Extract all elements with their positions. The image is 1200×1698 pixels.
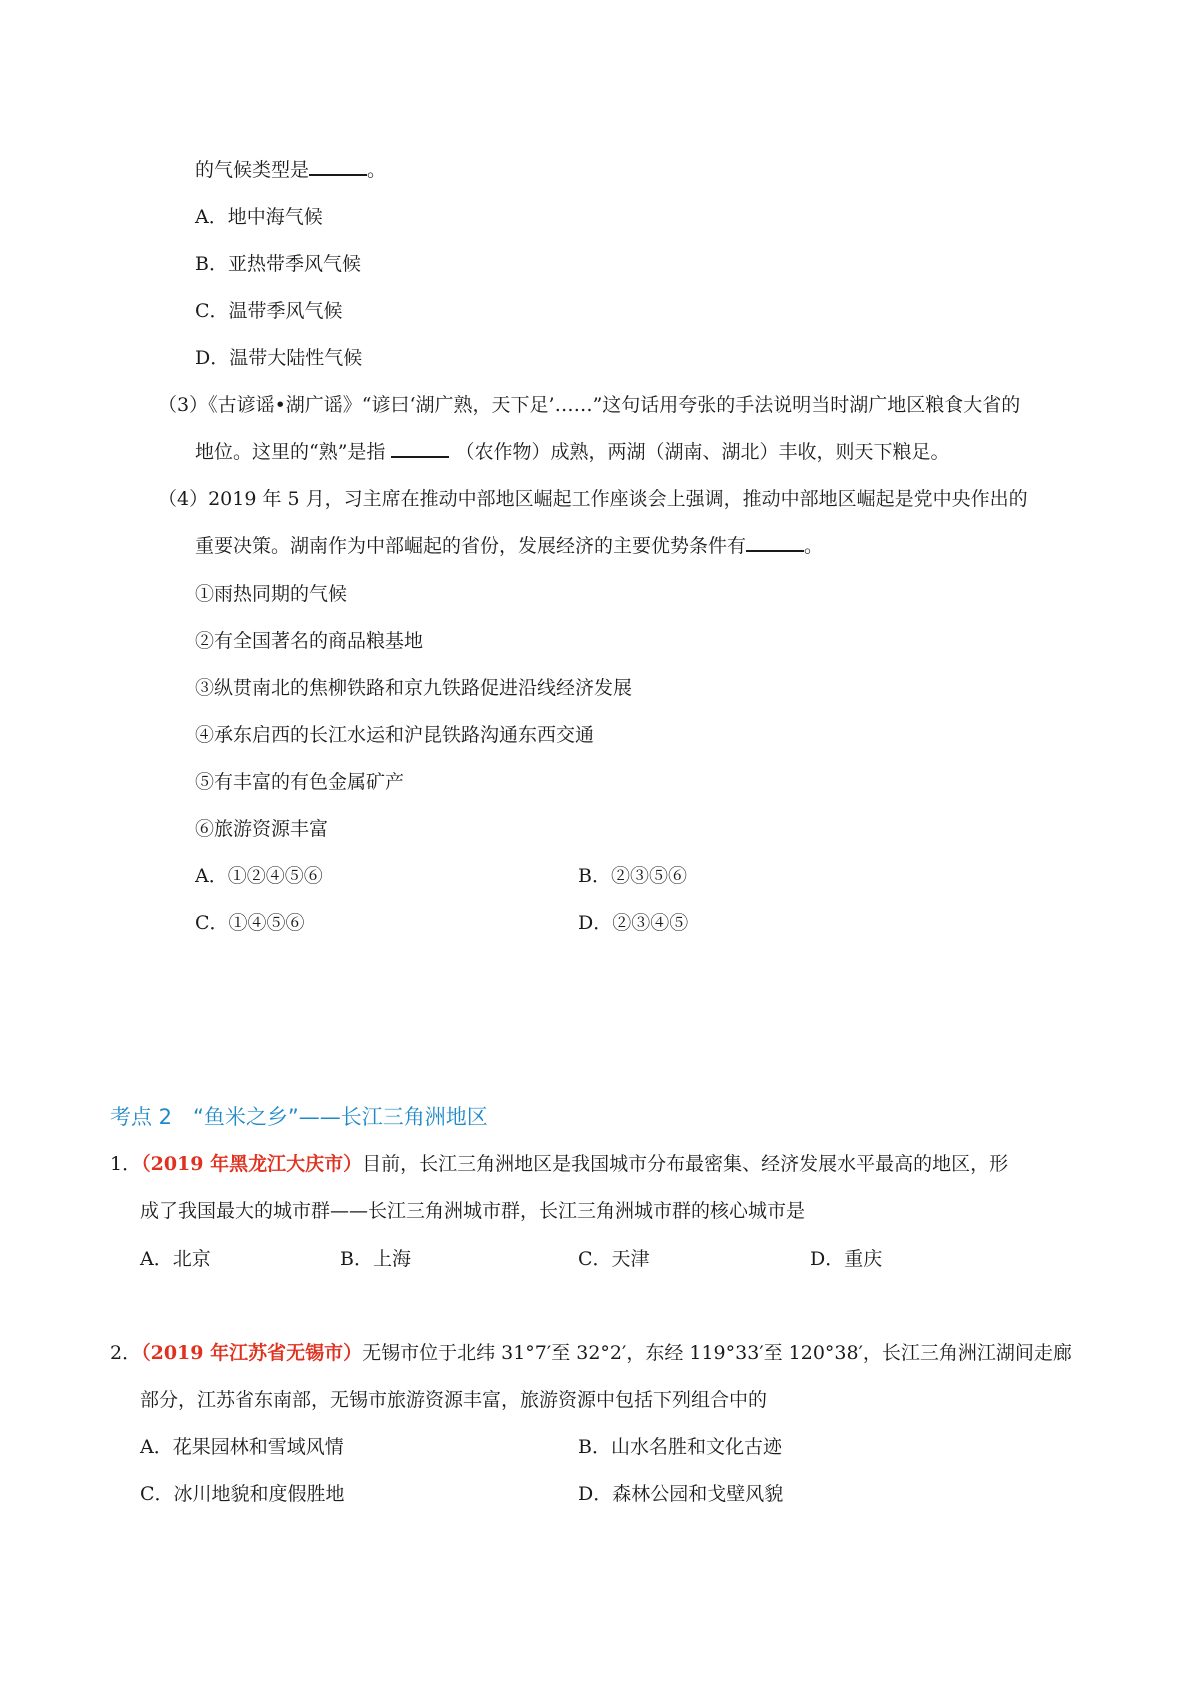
answer-blank bbox=[391, 438, 449, 458]
section-title: 考点 2 “鱼米之乡”——长江三角洲地区 bbox=[110, 1105, 488, 1129]
q2-option-b: B．山水名胜和文化古迹 bbox=[578, 1436, 782, 1458]
part2-option-b: B．亚热带季风气候 bbox=[195, 253, 361, 275]
part4-item-2: ②有全国著名的商品粮基地 bbox=[195, 630, 424, 652]
q2-option-c: C．冰川地貌和度假胜地 bbox=[140, 1483, 345, 1505]
part3-line2-text: 地位。这里的“熟”是指 bbox=[195, 441, 386, 463]
q2-option-d: D．森林公园和戈壁风貌 bbox=[578, 1483, 784, 1505]
q2-option-a: A．花果园林和雪域风情 bbox=[140, 1436, 344, 1458]
q2-text: 无锡市位于北纬 31°7′至 32°2′，东经 119°33′至 120°38′，长江三角洲江湖间走廊 bbox=[362, 1342, 1072, 1364]
part4-line1: （4）2019 年 5 月，习主席在推动中部地区崛起工作座谈会上强调，推动中部地区崛起是党中央作出的 bbox=[158, 488, 1028, 510]
part2-option-c: C．温带季风气候 bbox=[195, 300, 343, 322]
part4-option-a: A．①②④⑤⑥ bbox=[195, 865, 323, 887]
part4-item-4: ④承东启西的长江水运和沪昆铁路沟通东西交通 bbox=[195, 724, 595, 746]
q1-option-d: D．重庆 bbox=[810, 1248, 883, 1270]
part4-option-b: B．②③⑤⑥ bbox=[578, 865, 687, 887]
question-source: （2019 年黑龙江大庆市） bbox=[141, 1153, 363, 1175]
part4-item-1: ①雨热同期的气候 bbox=[195, 583, 348, 605]
q1-text: 目前，长江三角洲地区是我国城市分布最密集、经济发展水平最高的地区，形 bbox=[362, 1153, 1009, 1175]
part2-tail-line bbox=[195, 156, 386, 184]
punctuation: 。 bbox=[804, 535, 824, 557]
part2-option-a: A．地中海气候 bbox=[195, 206, 323, 228]
part4-option-c: C．①④⑤⑥ bbox=[195, 912, 305, 934]
q1-option-a: A．北京 bbox=[140, 1248, 211, 1270]
part3-line2 bbox=[195, 438, 949, 466]
question-source: （2019 年江苏省无锡市） bbox=[141, 1342, 363, 1364]
question-number: 1． bbox=[110, 1153, 142, 1175]
q1-option-c: C．天津 bbox=[578, 1248, 650, 1270]
answer-blank bbox=[309, 156, 367, 176]
answer-blank bbox=[746, 532, 804, 552]
part4-item-6: ⑥旅游资源丰富 bbox=[195, 818, 329, 840]
q2-line1 bbox=[110, 1339, 1072, 1367]
q1-option-b: B．上海 bbox=[340, 1248, 411, 1270]
q2-line2: 部分，江苏省东南部，无锡市旅游资源丰富，旅游资源中包括下列组合中的 bbox=[140, 1389, 768, 1411]
part4-line2 bbox=[195, 532, 823, 560]
part2-option-d: D．温带大陆性气候 bbox=[195, 347, 363, 369]
question-number: 2． bbox=[110, 1342, 142, 1364]
q1-line1 bbox=[110, 1150, 1008, 1178]
q1-line2: 成了我国最大的城市群——长江三角洲城市群，长江三角洲城市群的核心城市是 bbox=[140, 1200, 806, 1222]
part4-line2-text: 重要决策。湖南作为中部崛起的省份，发展经济的主要优势条件有 bbox=[195, 535, 747, 557]
part3-line2-text-end: （农作物）成熟，两湖（湖南、湖北）丰收，则天下粮足。 bbox=[455, 441, 950, 463]
part4-item-3: ③纵贯南北的焦柳铁路和京九铁路促进沿线经济发展 bbox=[195, 677, 633, 699]
punctuation: 。 bbox=[367, 159, 387, 181]
part4-option-d: D．②③④⑤ bbox=[578, 912, 689, 934]
part2-tail-text: 的气候类型是 bbox=[195, 159, 310, 181]
part3-line1: （3）《古谚谣•湖广谣》“谚曰‘湖广熟，天下足’……”这句话用夸张的手法说明当时湖广地区粮食大省的 bbox=[158, 394, 1021, 416]
part4-item-5: ⑤有丰富的有色金属矿产 bbox=[195, 771, 405, 793]
